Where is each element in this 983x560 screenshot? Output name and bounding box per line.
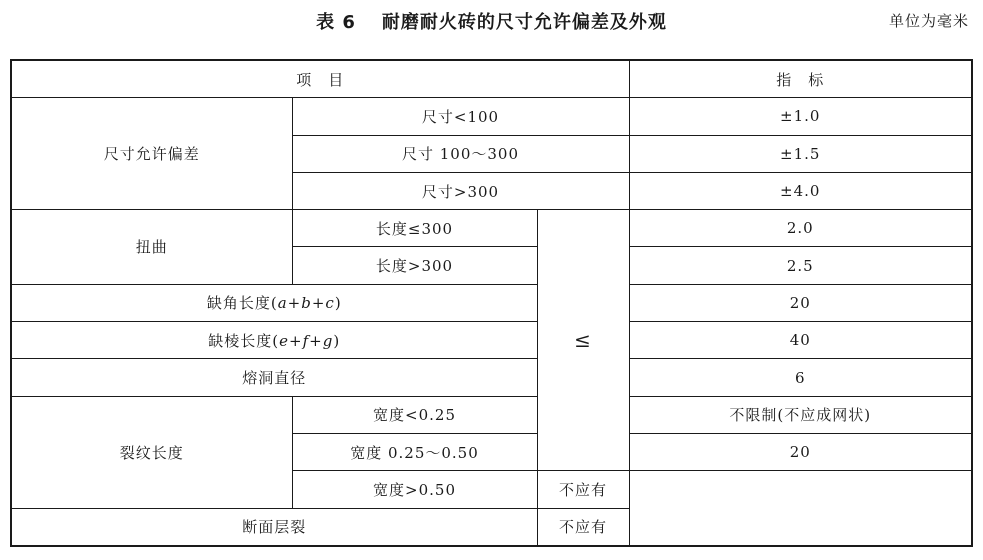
table-title [0,8,983,34]
plus-sign: + [289,331,303,350]
unit-note: 单位为毫米 [888,12,969,30]
var-b: b [301,294,312,313]
header-row [11,60,972,98]
table-row [11,98,972,135]
table-row [11,508,972,546]
row-item: 熔洞直径 [11,359,537,396]
close-paren: ) [333,331,341,350]
row-item: 长度≤300 [292,210,537,247]
var-g: g [322,331,334,350]
row-item: 宽度<0.25 [292,396,537,433]
var-f: f [302,331,310,350]
tolerance-table [10,59,973,547]
header-value: 指 标 [629,60,972,98]
header-item: 项 目 [11,60,629,98]
var-c: c [325,294,335,313]
row-value: 2.5 [629,247,972,284]
row-value: ±1.0 [629,98,972,135]
row-value: 20 [629,284,972,321]
row-value: ±4.0 [629,172,972,209]
row-item: 尺寸<100 [292,98,629,135]
plus-sign: + [287,294,302,313]
lte-symbol: ≤ [537,210,629,471]
row-value: 不限制(不应成网状) [629,396,972,433]
var-a: a [277,294,288,313]
table-row [11,284,972,321]
row-item: 宽度>0.50 [292,471,537,508]
group-warp: 扭曲 [11,210,292,285]
row-item-edge [11,322,537,359]
row-item-corner [11,284,537,321]
corner-prefix: 缺角长度( [206,294,278,313]
table-number: 表 6 [316,12,356,33]
row-item: 长度>300 [292,247,537,284]
row-value: 6 [629,359,972,396]
row-value: 40 [629,322,972,359]
row-value: 不应有 [537,471,629,508]
close-paren: ) [334,294,342,313]
table-row [11,322,972,359]
table-row [11,210,972,247]
group-size-tolerance: 尺寸允许偏差 [11,98,292,210]
table-row [11,359,972,396]
row-value: 20 [629,433,972,470]
table-row [11,396,972,433]
row-item: 断面层裂 [11,508,537,546]
row-item: 尺寸>300 [292,172,629,209]
var-e: e [279,331,290,350]
row-value: 2.0 [629,210,972,247]
row-item: 尺寸 100～300 [292,135,629,172]
edge-prefix: 缺棱长度( [208,331,280,350]
group-crack: 裂纹长度 [11,396,292,508]
plus-sign: + [309,331,323,350]
row-value: 不应有 [537,508,629,546]
row-value: ±1.5 [629,135,972,172]
row-item: 宽度 0.25～0.50 [292,433,537,470]
plus-sign: + [311,294,326,313]
table-title-text: 耐磨耐火砖的尺寸允许偏差及外观 [381,12,667,33]
